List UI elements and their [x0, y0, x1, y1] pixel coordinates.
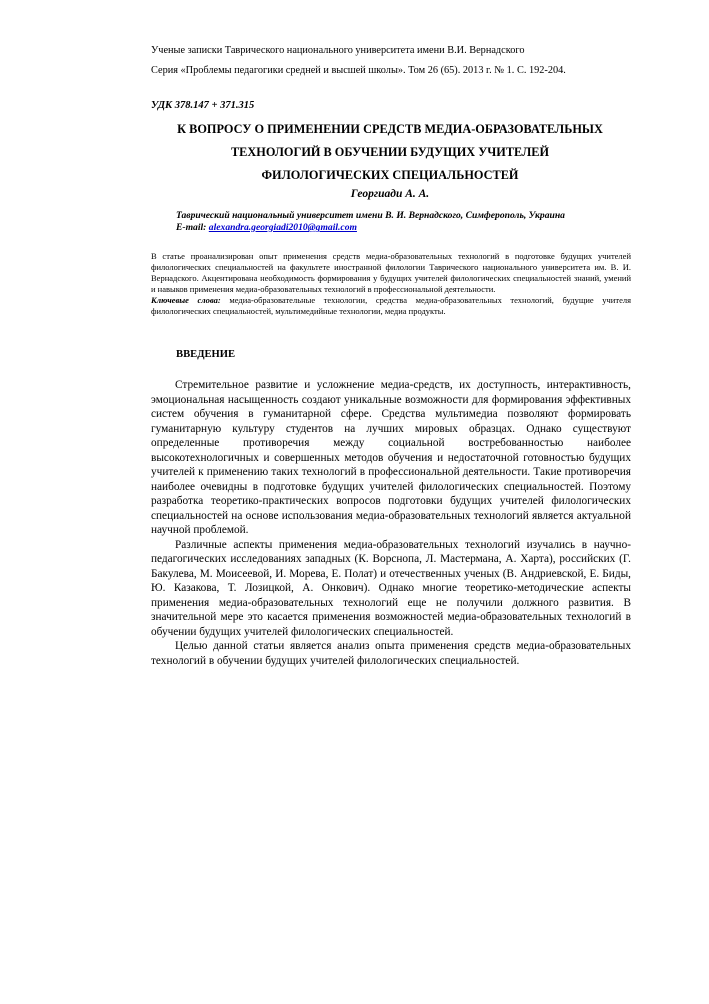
keywords-label: Ключевые слова:	[151, 295, 221, 306]
body-paragraph-2: Различные аспекты применения медиа-образовательных технологий изучались в научно-педагогических исследованиях западных (К. Ворснопа, Л. Мастермана, А. Харта), российских (Г. Бакулева, М. Моисеевой, И. Морева, Е. Полат) и отечественных ученых (В. Андриевской, Е. Биды, Ю. Казакова, Т. Лозицкой, А. Онкович). Однако многие теоретико-методические аспекты применения медиа-образовательных технологий еще не получили должного развития. В значительной мере это касается применения возможностей медиа-образовательных технологий в обучении будущих учителей филологических специальностей.	[151, 538, 631, 638]
affiliation-email-line	[176, 222, 636, 234]
abstract-text: В статье проанализирован опыт применения средств медиа-образовательных технологий в подготовке будущих учителей филологических специальностей на факультете иностранной филологии Таврического национального университета им. В. И. Вернадского. Акцентирована необходимость формирования у будущих учителей филологических специальностей знаний, умений и навыков применения медиа-образовательных технологий в профессиональной деятельности.	[151, 251, 631, 295]
keywords	[151, 295, 631, 317]
body-text	[151, 378, 631, 668]
article-title	[150, 118, 630, 187]
abstract	[151, 251, 631, 318]
article-title-line-2: ТЕХНОЛОГИЙ В ОБУЧЕНИИ БУДУЩИХ УЧИТЕЛЕЙ	[230, 145, 550, 159]
email-link[interactable]: alexandra.georgiadi2010@gmail.com	[208, 222, 357, 233]
journal-header-line-2: Серия «Проблемы педагогики средней и высшей школы». Том 26 (65). 2013 г. № 1. С. 192-204.	[151, 64, 566, 76]
article-title-line-1: К ВОПРОСУ О ПРИМЕНЕНИИ СРЕДСТВ МЕДИА-ОБРАЗОВАТЕЛЬНЫХ	[177, 122, 603, 136]
body-paragraph-1: Стремительное развитие и усложнение медиа-средств, их доступность, интерактивность, эмоциональная насыщенность создают уникальные возможности для формирования эффективных систем обучения в гуманитарной сфере. Средства мультимедиа позволяют формировать гуманитарную культуру студентов на лучших мировых образцах. Однако существуют определенные противоречия между социальной востребованностью наиболее высокотехнологичных и совершенных методов обучения и недостаточной готовностью будущих учителей к применению таких технологий в профессиональной деятельности. Такие противоречия наиболее очевидны в подготовке будущих учителей филологических специальностей. Поэтому разработка теоретико-практических вопросов подготовки будущих учителей филологических специальностей на основе использования медиа-образовательных технологий является актуальной научной проблемой.	[151, 379, 631, 536]
affiliation-institution: Таврический национальный университет имени В. И. Вернадского, Симферополь, Украина	[176, 210, 565, 221]
author-name: Георгиади А. А.	[350, 188, 430, 200]
body-paragraph-3: Целью данной статьи является анализ опыта применения средств медиа-образовательных технологий в обучении будущих учителей филологических специальностей.	[151, 640, 631, 667]
affiliation	[176, 210, 636, 234]
journal-header	[151, 41, 631, 80]
udk-code: УДК 378.147 + 371.315	[151, 100, 255, 111]
keywords-text: медиа-образовательные технологии, средства медиа-образовательных технологий, будущие учителя филологических специальностей, мультимедийные технологии, медиа продукты.	[151, 295, 631, 317]
article-title-line-3: ФИЛОЛОГИЧЕСКИХ СПЕЦИАЛЬНОСТЕЙ	[261, 168, 519, 182]
section-heading: ВВЕДЕНИЕ	[176, 349, 236, 360]
email-label: E-mail:	[176, 222, 207, 233]
journal-header-line-1: Ученые записки Таврического национального университета имени В.И. Вернадского	[151, 45, 525, 56]
